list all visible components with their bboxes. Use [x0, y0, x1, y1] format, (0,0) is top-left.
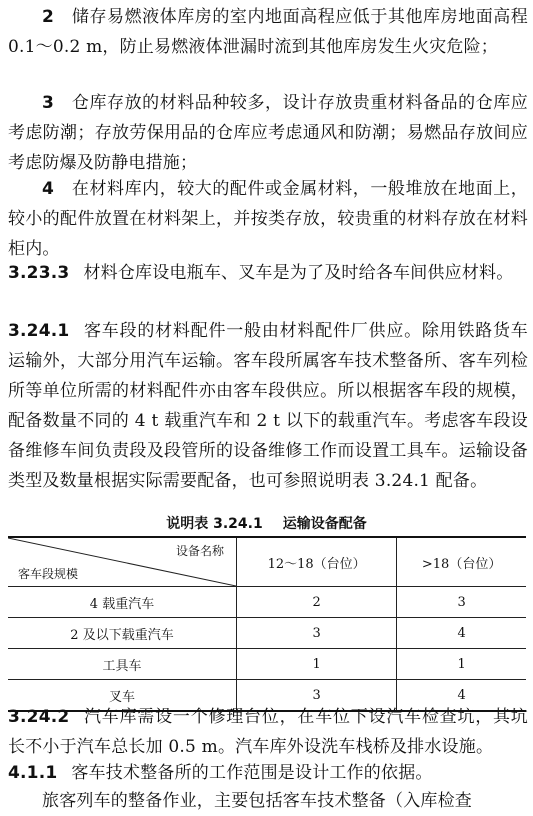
column-header-12-18: 12～18（台位） [237, 537, 397, 587]
table-caption [0, 513, 533, 533]
row-name: 2 及以下载重汽车 [8, 618, 237, 649]
row-value: 4 [397, 618, 526, 649]
section-3-23-3 [8, 258, 528, 288]
transport-equipment-table [8, 536, 526, 712]
table-header-row [8, 537, 526, 587]
clause-number: 4 [42, 179, 55, 199]
row-value: 3 [237, 618, 397, 649]
clause-3 [8, 88, 528, 178]
row-value: 3 [237, 680, 397, 712]
section-number: 3.24.1 [8, 321, 70, 341]
table-row [8, 618, 526, 649]
table-row [8, 649, 526, 680]
table-caption-id: 说明表 3.24.1 [166, 516, 263, 532]
depot-scale-header: 客车段规模 [18, 567, 79, 581]
paragraph-trailing [8, 786, 528, 816]
clause-text: 储存易燃液体库房的室内地面高程应低于其他库房地面高程 0.1～0.2 m，防止易燃液体泄漏时流到其他库房发生火灾危险； [8, 7, 529, 57]
section-number: 3.24.2 [8, 707, 70, 727]
row-value: 3 [397, 587, 526, 618]
section-4-1-1 [8, 758, 528, 788]
table-caption-title: 运输设备配备 [282, 516, 367, 532]
section-text: 汽车库需设一个修理台位，在车位下设汽车检查坑，其坑长不小于汽车总长加 0.5 m。汽车库外设洗车栈桥及排水设施。 [8, 707, 528, 757]
section-3-24-2 [8, 702, 528, 762]
clause-4 [8, 174, 528, 264]
diagonal-header-cell [8, 537, 237, 587]
equipment-name-header: 设备名称 [175, 544, 224, 558]
clause-number: 3 [42, 93, 55, 113]
section-3-24-1 [8, 316, 528, 496]
section-text: 客车段的材料配件一般由材料配件厂供应。除用铁路货车运输外，大部分用汽车运输。客车段所属客车技术整备所、客车列检所等单位所需的材料配件亦由客车段供应。所以根据客车段的规模，配备数量不同的 4 t 载重汽车和 2 t 以下的载重汽车。考虑客车段设备维修车间负责段及段管所的设备维修工作而设置工具车。运输设备类型及数量根据实际需要配备，也可参照说明表 3.24.1 配备。 [8, 321, 528, 491]
row-value: 1 [237, 649, 397, 680]
section-number: 3.23.3 [8, 263, 70, 283]
clause-number: 2 [42, 7, 55, 27]
row-value: 1 [397, 649, 526, 680]
row-value: 2 [237, 587, 397, 618]
row-name: 4 载重汽车 [8, 587, 237, 618]
row-value: 4 [397, 680, 526, 712]
clause-text: 仓库存放的材料品种较多，设计存放贵重材料备品的仓库应考虑防潮；存放劳保用品的仓库应考虑通风和防潮；易燃品存放间应考虑防爆及防静电措施； [8, 93, 529, 173]
section-number: 4.1.1 [8, 763, 58, 783]
section-text: 材料仓库设电瓶车、叉车是为了及时给各车间供应材料。 [83, 263, 514, 283]
paragraph-text: 旅客列车的整备作业，主要包括客车技术整备（入库检查 [42, 791, 472, 811]
row-name: 工具车 [8, 649, 237, 680]
clause-2 [8, 2, 528, 62]
clause-text: 在材料库内，较大的配件或金属材料，一般堆放在地面上，较小的配件放置在材料架上，并按类存放，较贵重的材料存放在材料柜内。 [8, 179, 529, 259]
section-text: 客车技术整备所的工作范围是设计工作的依据。 [71, 763, 433, 783]
row-name: 叉车 [8, 680, 237, 712]
column-header-over-18: >18（台位） [397, 537, 526, 587]
table-row [8, 587, 526, 618]
